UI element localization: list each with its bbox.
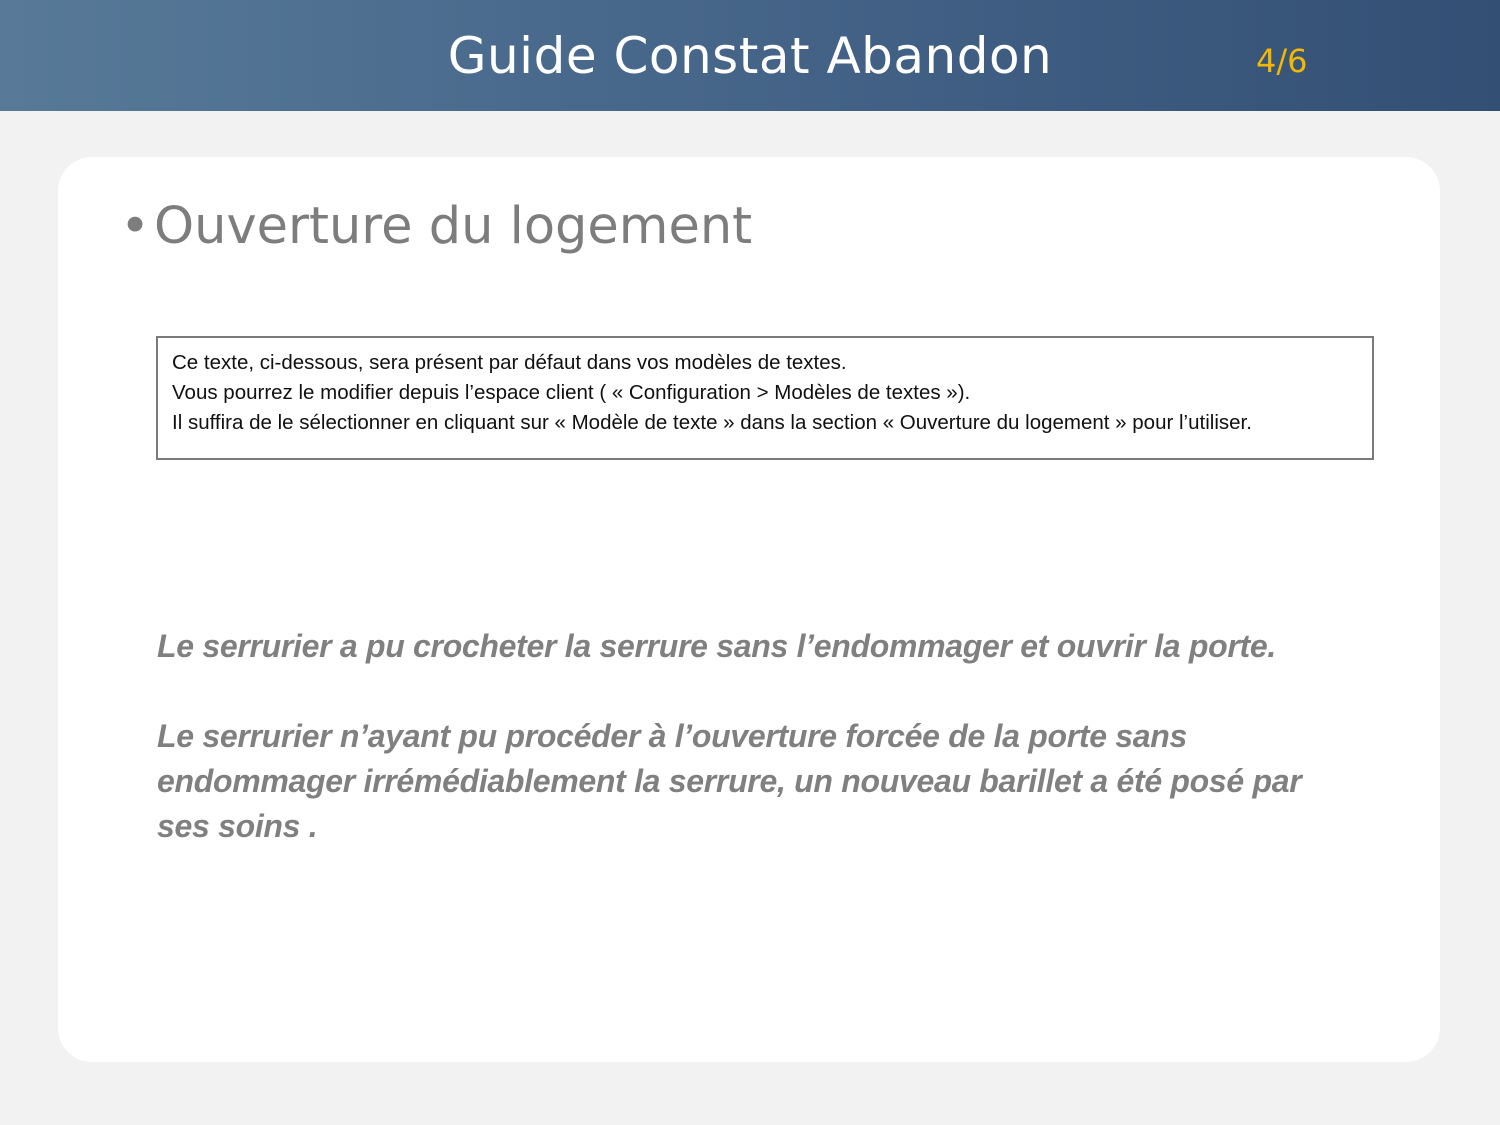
slide-header — [0, 0, 1500, 111]
page-counter: 4/6 — [1256, 42, 1308, 80]
note-line: Ce texte, ci-dessous, sera présent par défaut dans vos modèles de textes. — [172, 351, 847, 374]
template-text-option: Le serrurier n’ayant pu procéder à l’ouverture forcée de la porte sans endommager irrémédiablement la serrure, un nouveau barillet a été posé par ses soins . — [157, 718, 1302, 844]
section-heading — [120, 195, 752, 259]
note-line: Vous pourrez le modifier depuis l’espace client ( « Configuration > Modèles de textes »). — [172, 381, 971, 404]
template-text-option: Le serrurier a pu crocheter la serrure sans l’endommager et ouvrir la porte. — [157, 628, 1276, 664]
note-line: Il suffira de le sélectionner en cliquant sur « Modèle de texte » dans la section « Ouverture du logement » pour l’utiliser. — [172, 411, 1252, 434]
bullet-icon: • — [120, 197, 151, 256]
info-note-box — [156, 336, 1374, 460]
content-card — [58, 157, 1440, 1062]
section-heading-text: Ouverture du logement — [154, 197, 753, 256]
slide-title: Guide Constat Abandon — [447, 27, 1053, 85]
